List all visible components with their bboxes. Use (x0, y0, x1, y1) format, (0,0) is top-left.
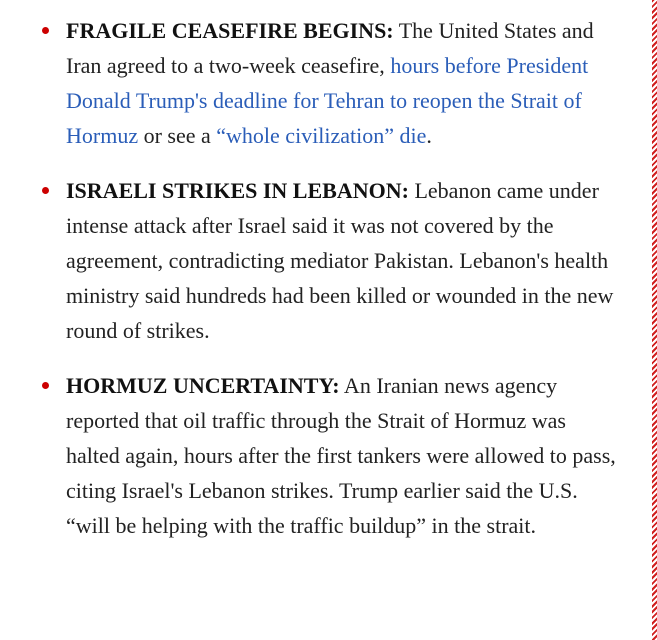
bullet-icon (42, 27, 49, 34)
deadline-link[interactable]: hours before President Donald Trump's deadline for Tehran to reopen the Strait of Hormuz (66, 53, 589, 148)
item-text: The United States and Iran agreed to a two-week ceasefire, (66, 18, 594, 78)
item-heading: ISRAELI STRIKES IN LEBANON: (66, 178, 409, 203)
item-text: An Iranian news agency reported that oil traffic through the Strait of Hormuz was halted again, hours after the first tankers were allowed to pass, citing Israel's Lebanon strikes. Trump earlier said the U.S. “will be helping with the traffic buildup” in the strait. (66, 373, 616, 538)
item-text: or see a (138, 123, 217, 148)
whole-civilization-link[interactable]: “whole civilization” die (216, 123, 427, 148)
bullet-icon (42, 382, 49, 389)
item-text: . (426, 123, 432, 148)
item-heading: FRAGILE CEASEFIRE BEGINS: (66, 18, 394, 43)
list-item-hormuz-uncertainty (0, 368, 640, 543)
list-item-fragile-ceasefire (0, 13, 640, 153)
list-item-israeli-strikes (0, 173, 640, 348)
key-points-list (0, 13, 640, 563)
item-heading: HORMUZ UNCERTAINTY: (66, 373, 340, 398)
page-edge-border (652, 0, 657, 640)
bullet-icon (42, 187, 49, 194)
item-text: Lebanon came under intense attack after Israel said it was not covered by the agreement, contradicting mediator Pakistan. Lebanon's health ministry said hundreds had been killed or wounded in the new round of strikes. (66, 178, 614, 343)
